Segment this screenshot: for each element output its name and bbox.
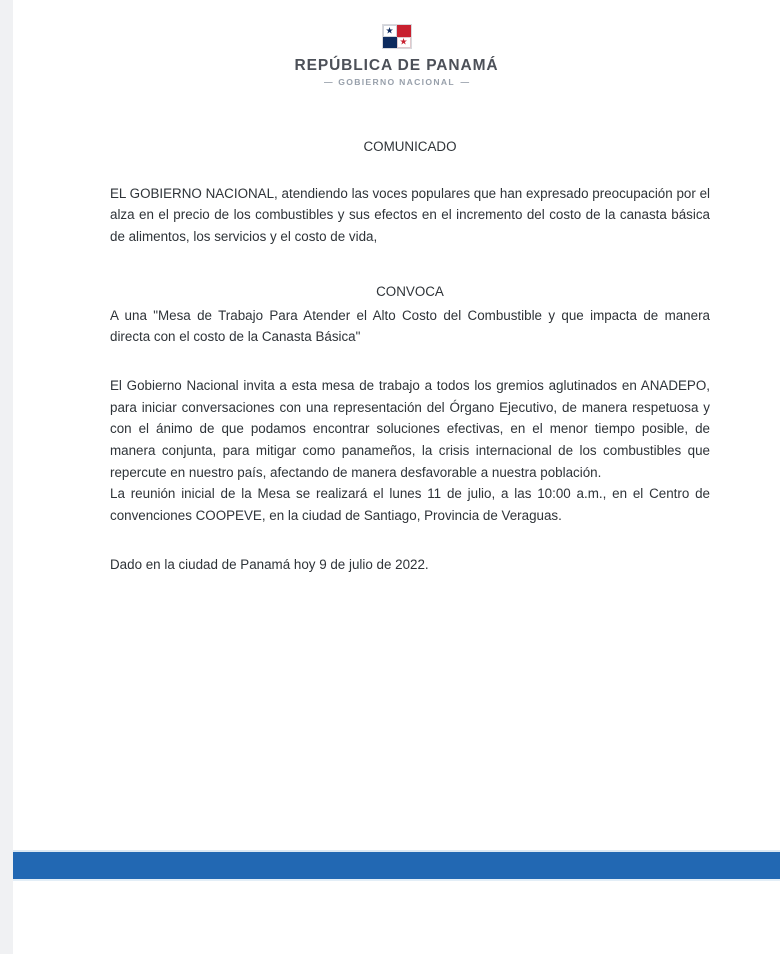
footer-accent-bar bbox=[13, 852, 780, 879]
blue-star-icon: ★ bbox=[385, 25, 394, 36]
paragraph-intro: EL GOBIERNO NACIONAL, atendiendo las voces populares que han expresado preocupación por el alza en el precio de los combustibles y sus efectos en el incremento del costo de la canasta básica de alimentos, los servicios y el costo de vida, bbox=[110, 185, 710, 245]
document-body bbox=[13, 136, 780, 576]
subtitle-dash-left: — bbox=[323, 77, 333, 88]
document-page bbox=[13, 0, 780, 954]
letterhead bbox=[13, 0, 780, 87]
letterhead-title: REPÚBLICA DE PANAMÁ bbox=[294, 57, 499, 74]
red-star-icon: ★ bbox=[399, 36, 408, 47]
heading-comunicado: COMUNICADO bbox=[363, 139, 457, 155]
paragraph-convoca-detail: A una "Mesa de Trabajo Para Atender el Alto Costo del Combustible y que impacta de manera directa con el costo de la Canasta Básica" bbox=[110, 307, 710, 345]
accent-bar-hairline-bottom bbox=[13, 879, 780, 881]
subtitle-dash-right: — bbox=[460, 77, 470, 88]
flag-quadrant-bottom-right bbox=[397, 37, 411, 49]
panama-flag-emblem bbox=[382, 24, 412, 49]
flag-quadrant-bottom-left bbox=[383, 37, 397, 49]
page-left-gutter bbox=[0, 0, 13, 954]
paragraph-meeting: La reunión inicial de la Mesa se realizará el lunes 11 de julio, a las 10:00 a.m., en el Centro de convenciones COOPEVE, en la ciudad de Santiago, Provincia de Veraguas. bbox=[110, 486, 710, 524]
paragraph-issued: Dado en la ciudad de Panamá hoy 9 de julio de 2022. bbox=[110, 556, 429, 572]
paragraph-invite: El Gobierno Nacional invita a esta mesa de trabajo a todos los gremios aglutinados en ANADEPO, para iniciar conversaciones con una representación del Órgano Ejecutivo, de manera respetuosa y con el ánimo de que podamos encontrar soluciones efectivas, en el menor tiempo posible, de manera conjunta, para mitigar como panameños, la crisis internacional de los combustibles que repercute en nuestro país, afectando de manera desfavorable a nuestra población. bbox=[110, 377, 710, 480]
flag-quadrant-top-right bbox=[397, 25, 411, 37]
flag-quadrant-top-left bbox=[383, 25, 397, 37]
heading-convoca: CONVOCA bbox=[376, 283, 444, 299]
subtitle-text: GOBIERNO NACIONAL bbox=[338, 77, 455, 88]
letterhead-subtitle bbox=[13, 77, 780, 87]
